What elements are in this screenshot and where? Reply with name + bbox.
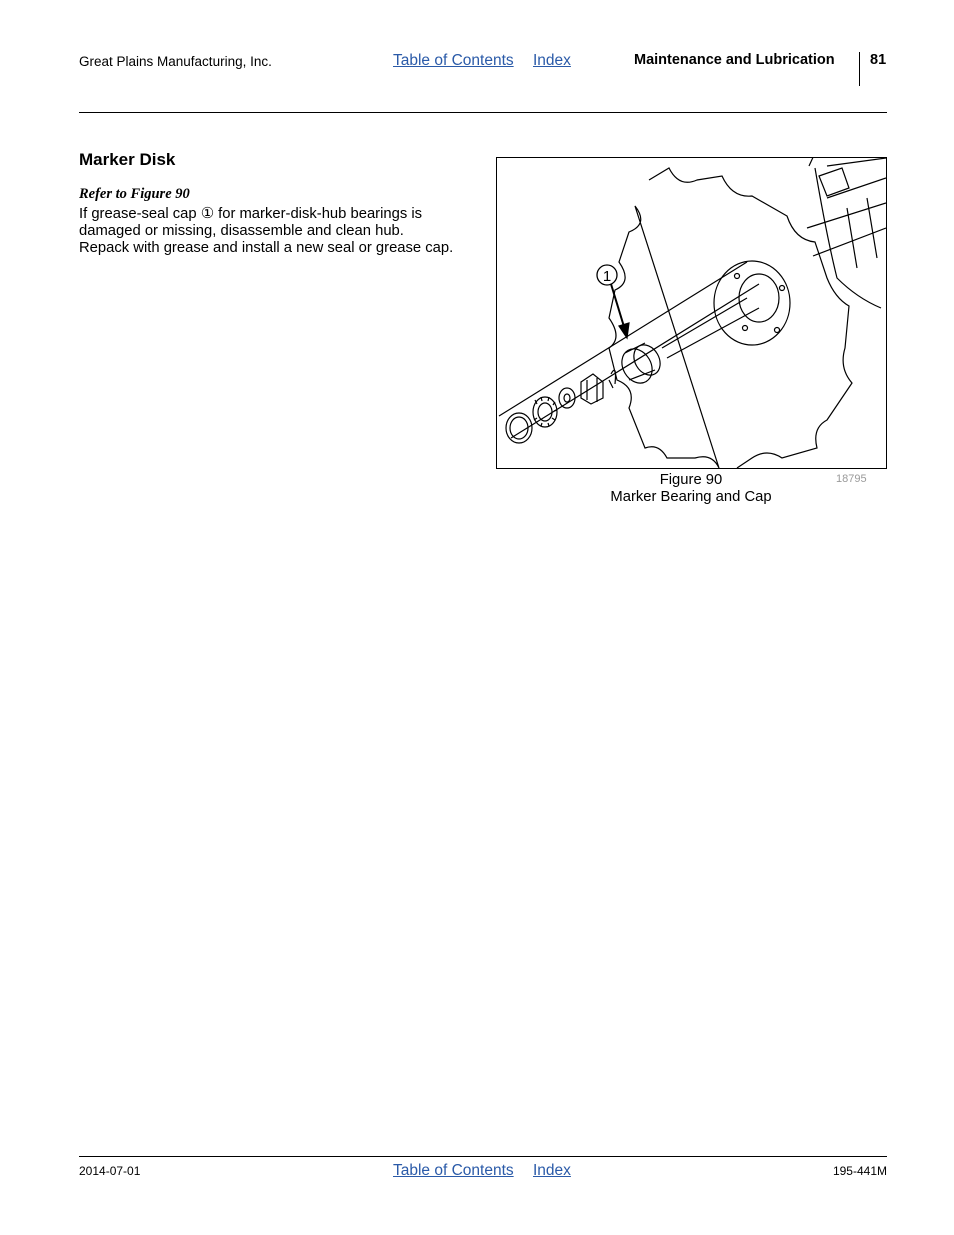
callout-number: 1 [602,268,612,285]
body-line-3: Repack with grease and install a new seal or grease cap. [79,240,454,256]
disk-outline [609,168,852,468]
figure-image-number: 18795 [836,473,867,485]
washer [559,388,575,408]
callout-arrow [611,284,625,330]
frame-section [807,158,886,268]
header-divider [859,52,860,86]
page-number: 81 [870,52,887,68]
section-title: Maintenance and Lubrication [634,52,835,68]
section-heading: Marker Disk [79,150,176,169]
cotter-pin [609,370,616,388]
figure-caption-number: Figure 90 [659,472,723,488]
index-link-bottom[interactable]: Index [533,1162,571,1179]
body-line-1: If grease-seal cap ① for marker-disk-hub bearings is [79,206,423,222]
figure-caption-title: Marker Bearing and Cap [610,489,772,505]
company-name: Great Plains Manufacturing, Inc. [79,54,272,69]
document-number: 195-441M [832,1164,887,1178]
table-of-contents-link-top[interactable]: Table of Contents [393,52,514,69]
footer-date: 2014-07-01 [79,1164,141,1178]
body-line-2: damaged or missing, disassemble and clean hub. [79,223,404,239]
castle-nut [581,374,603,404]
hub-bore [739,274,779,322]
index-link-top[interactable]: Index [533,52,571,69]
marker-disk-drawing [497,158,886,468]
footer-rule [79,1156,887,1157]
figure-illustration [496,157,887,469]
table-of-contents-link-bottom[interactable]: Table of Contents [393,1162,514,1179]
figure-reference: Refer to Figure 90 [79,186,190,202]
header-rule [79,112,887,113]
body-paragraph [79,206,479,257]
